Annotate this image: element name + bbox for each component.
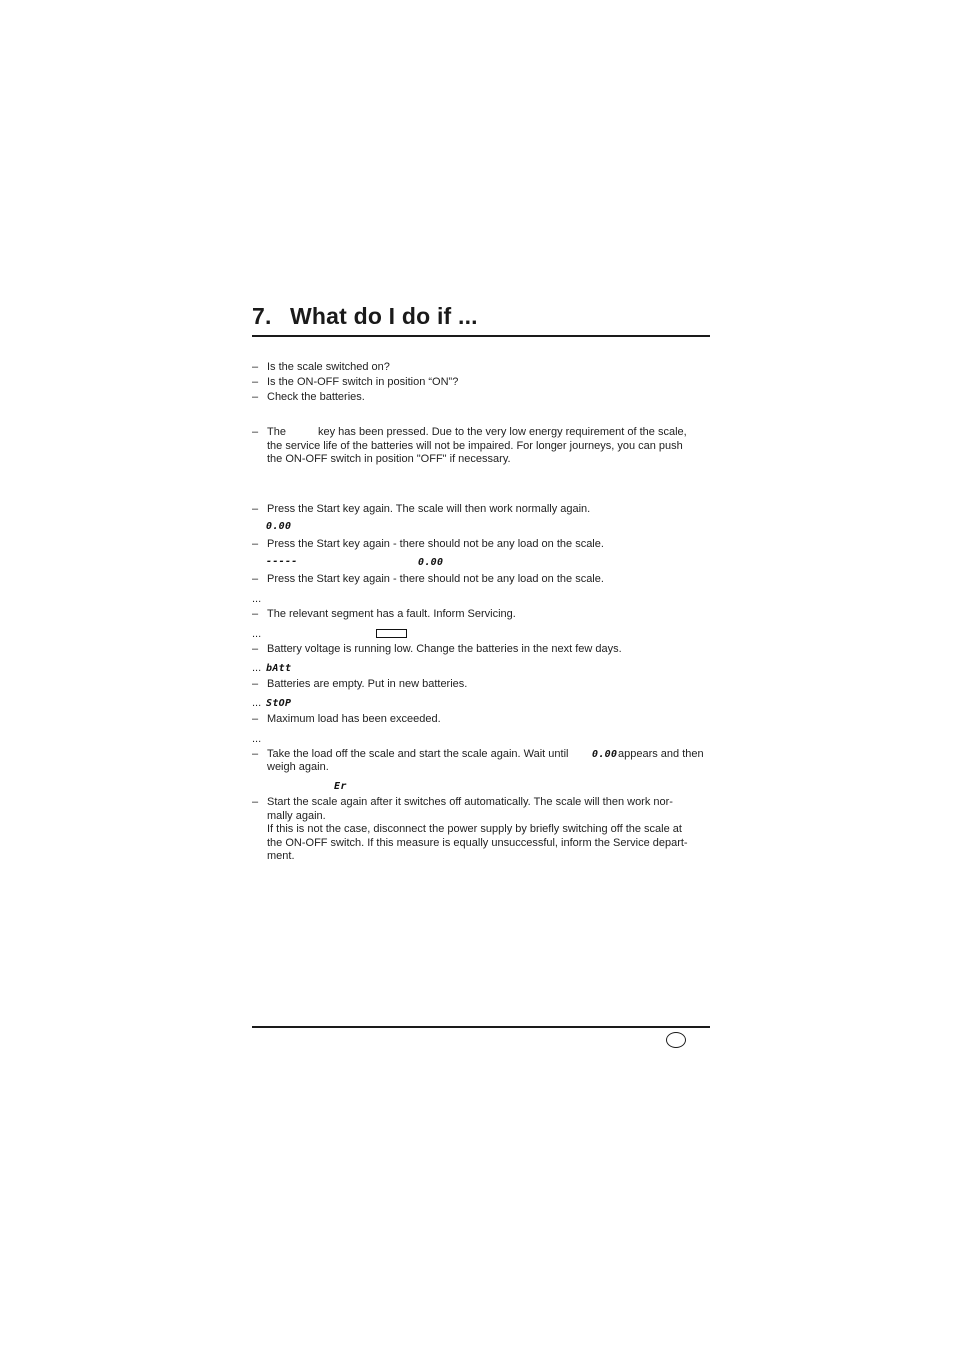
section-number: 7. — [252, 303, 272, 329]
lcd-display-error: Er — [334, 781, 347, 792]
bullet-dash: – — [252, 573, 259, 585]
item-text: The relevant segment has a fault. Inform Servicing. — [267, 608, 516, 620]
ellipsis-text: ... — [252, 733, 262, 745]
bullet-dash: – — [252, 361, 259, 373]
condition-batt — [252, 662, 261, 675]
lcd-display-zero: 0.00 — [592, 749, 618, 760]
section-heading — [252, 303, 478, 330]
bullet-dash: – — [252, 608, 259, 620]
condition-ellipsis — [252, 628, 261, 641]
bullet-dash: – — [252, 748, 259, 760]
item-text: The — [267, 426, 286, 438]
lcd-display-dashes: ----- — [266, 556, 298, 567]
battery-terminal — [376, 629, 407, 638]
item-text: Take the load off the scale and start the scale again. Wait until — [267, 748, 569, 760]
bullet-dash: – — [252, 503, 259, 515]
item-text: the service life of the batteries will not be impaired. For longer journeys, you can push — [267, 440, 683, 452]
item-text: Press the Start key again - there should not be any load on the scale. — [267, 538, 604, 550]
condition-ellipsis — [252, 593, 261, 606]
bullet-dash: – — [252, 713, 259, 725]
item-text: mally again. — [267, 810, 326, 822]
item-text: Batteries are empty. Put in new batteries. — [267, 678, 468, 690]
item-text: ment. — [267, 850, 295, 862]
item-text: Check the batteries. — [267, 391, 365, 403]
bullet-dash: – — [252, 538, 259, 550]
footer-rule — [252, 1026, 710, 1028]
item-text: Is the scale switched on? — [267, 361, 390, 373]
bullet-dash: – — [252, 796, 259, 808]
item-text: Press the Start key again. The scale will then work normally again. — [267, 503, 591, 515]
ellipsis-text: ... — [252, 697, 262, 709]
item-text: Is the ON-OFF switch in position “ON”? — [267, 376, 459, 388]
item-text: appears and then — [618, 748, 704, 760]
item-text: weigh again. — [267, 761, 329, 773]
item-text: If this is not the case, disconnect the power supply by briefly switching off the scale at — [267, 823, 682, 835]
lcd-display-stop: StOP — [266, 698, 292, 709]
bullet-dash: – — [252, 376, 259, 388]
bullet-dash: – — [252, 391, 259, 403]
condition-stop — [252, 697, 261, 710]
bullet-dash: – — [252, 678, 259, 690]
item-text: the ON-OFF switch. If this measure is equally unsuccessful, inform the Service depart- — [267, 837, 688, 849]
item-text: Battery voltage is running low. Change the batteries in the next few days. — [267, 643, 622, 655]
bullet-dash: – — [252, 426, 259, 438]
item-text: key has been pressed. Due to the very low energy requirement of the scale, — [318, 426, 687, 438]
language-badge-icon — [666, 1032, 686, 1048]
item-text: Press the Start key again - there should not be any load on the scale. — [267, 573, 604, 585]
ellipsis-text: ... — [252, 628, 262, 640]
lcd-display-zero: 0.00 — [266, 521, 292, 532]
lcd-display-batt: bAtt — [266, 663, 292, 674]
bullet-dash: – — [252, 643, 259, 655]
item-text: Maximum load has been exceeded. — [267, 713, 441, 725]
item-text: Start the scale again after it switches off automatically. The scale will then work nor- — [267, 796, 673, 808]
section-title: What do I do if ... — [290, 303, 478, 329]
ellipsis-text: ... — [252, 593, 262, 605]
heading-rule — [252, 335, 710, 337]
lcd-display-zero: 0.00 — [418, 557, 444, 568]
item-text: the ON-OFF switch in position "OFF" if necessary. — [267, 453, 511, 465]
condition-ellipsis — [252, 733, 261, 746]
ellipsis-text: ... — [252, 662, 262, 674]
